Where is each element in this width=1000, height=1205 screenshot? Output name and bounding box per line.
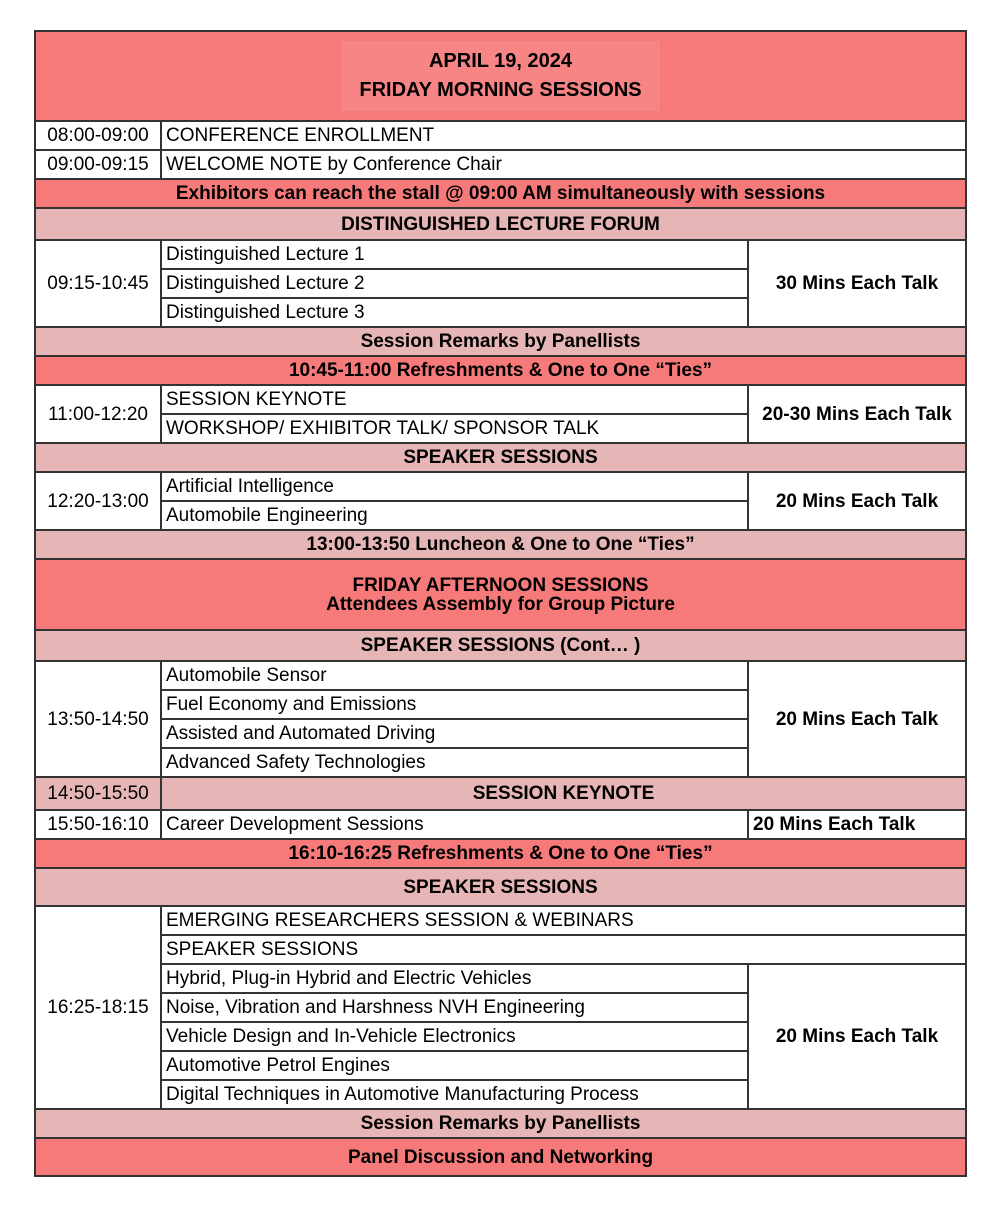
speaker-sessions-heading: SPEAKER SESSIONS: [35, 868, 966, 906]
session-item: EMERGING RESEARCHERS SESSION & WEBINARS: [161, 906, 966, 935]
session-item: Fuel Economy and Emissions: [161, 690, 748, 719]
talk-duration-note: 20 Mins Each Talk: [748, 964, 966, 1109]
session-item: Assisted and Automated Driving: [161, 719, 748, 748]
exhibitors-banner: Exhibitors can reach the stall @ 09:00 AM simultaneously with sessions: [35, 179, 966, 208]
keynote-heading: SESSION KEYNOTE: [161, 777, 966, 810]
schedule-table: [34, 30, 967, 1177]
session-item: Hybrid, Plug-in Hybrid and Electric Vehicles: [161, 964, 748, 993]
time-cell: 08:00-09:00: [35, 121, 161, 150]
afternoon-subtitle: Attendees Assembly for Group Picture: [326, 593, 675, 615]
afternoon-title: FRIDAY AFTERNOON SESSIONS: [352, 574, 649, 596]
speaker-sessions-heading: SPEAKER SESSIONS (Cont… ): [35, 630, 966, 661]
talk-duration-note: 20-30 Mins Each Talk: [748, 385, 966, 443]
time-cell: 11:00-12:20: [35, 385, 161, 443]
talk-duration-note: 30 Mins Each Talk: [748, 240, 966, 327]
session-item: Automobile Engineering: [161, 501, 748, 530]
schedule-title: FRIDAY MORNING SESSIONS: [359, 79, 642, 101]
session-item: Noise, Vibration and Harshness NVH Engineering: [161, 993, 748, 1022]
session-item: Vehicle Design and In-Vehicle Electronics: [161, 1022, 748, 1051]
time-cell: 14:50-15:50: [35, 777, 161, 810]
session-item: Digital Techniques in Automotive Manufacturing Process: [161, 1080, 748, 1109]
time-cell: 09:15-10:45: [35, 240, 161, 327]
session-item: Distinguished Lecture 3: [161, 298, 748, 327]
time-cell: 12:20-13:00: [35, 472, 161, 530]
session-item: SPEAKER SESSIONS: [161, 935, 966, 964]
session-item: Distinguished Lecture 2: [161, 269, 748, 298]
time-cell: 13:50-14:50: [35, 661, 161, 777]
session-item: Automotive Petrol Engines: [161, 1051, 748, 1080]
schedule-header: [35, 31, 966, 121]
panel-row: Panel Discussion and Networking: [35, 1138, 966, 1176]
session-item: Advanced Safety Technologies: [161, 748, 748, 777]
speaker-sessions-heading: SPEAKER SESSIONS: [35, 443, 966, 472]
session-cell: CONFERENCE ENROLLMENT: [161, 121, 966, 150]
time-cell: 09:00-09:15: [35, 150, 161, 179]
session-item: WORKSHOP/ EXHIBITOR TALK/ SPONSOR TALK: [161, 414, 748, 443]
session-cell: WELCOME NOTE by Conference Chair: [161, 150, 966, 179]
break-row: 10:45-11:00 Refreshments & One to One “Ties”: [35, 356, 966, 385]
session-item: Distinguished Lecture 1: [161, 240, 748, 269]
forum-heading: DISTINGUISHED LECTURE FORUM: [35, 208, 966, 240]
remarks-row: Session Remarks by Panellists: [35, 327, 966, 356]
talk-duration-note: 20 Mins Each Talk: [748, 810, 966, 839]
time-cell: 15:50-16:10: [35, 810, 161, 839]
break-row: 16:10-16:25 Refreshments & One to One “Ties”: [35, 839, 966, 868]
session-item: Career Development Sessions: [161, 810, 748, 839]
lunch-row: 13:00-13:50 Luncheon & One to One “Ties”: [35, 530, 966, 559]
session-item: Artificial Intelligence: [161, 472, 748, 501]
session-item: SESSION KEYNOTE: [161, 385, 748, 414]
talk-duration-note: 20 Mins Each Talk: [748, 472, 966, 530]
schedule-date: APRIL 19, 2024: [428, 50, 573, 72]
afternoon-header: [35, 559, 966, 630]
session-item: Automobile Sensor: [161, 661, 748, 690]
remarks-row: Session Remarks by Panellists: [35, 1109, 966, 1138]
talk-duration-note: 20 Mins Each Talk: [748, 661, 966, 777]
time-cell: 16:25-18:15: [35, 906, 161, 1109]
